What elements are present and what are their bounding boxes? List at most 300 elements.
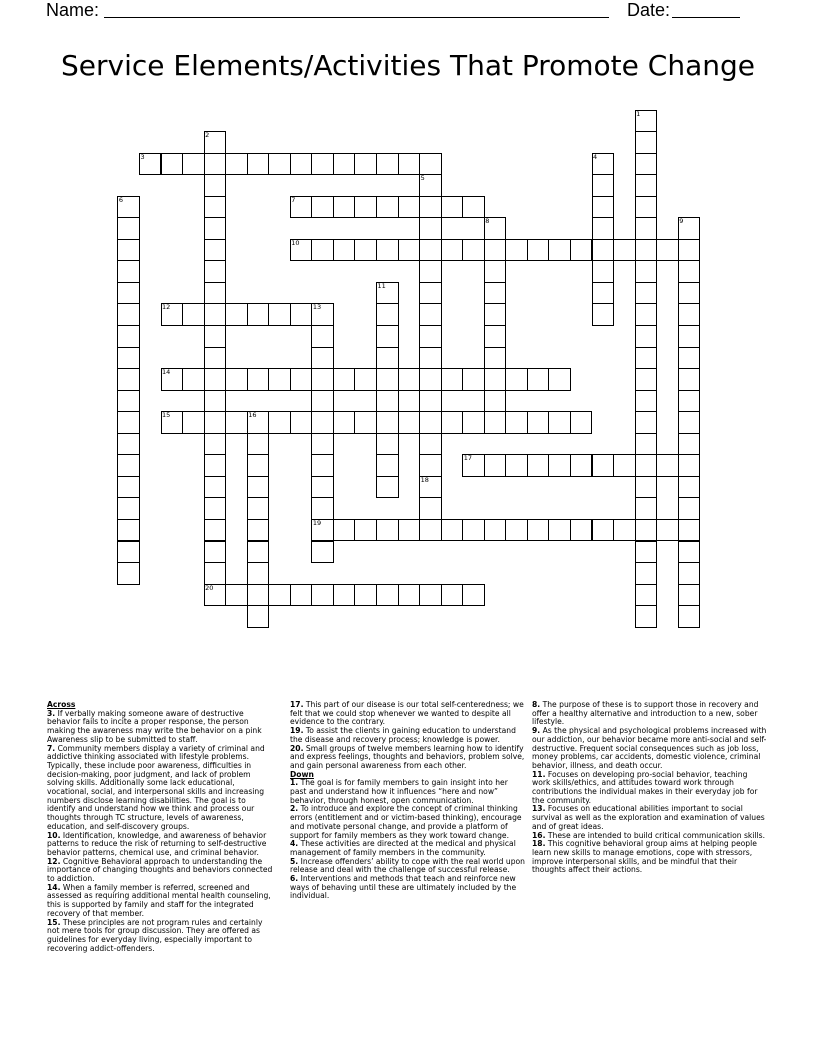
crossword-cell[interactable] [225, 153, 248, 176]
crossword-cell[interactable] [204, 347, 227, 370]
crossword-cell[interactable] [635, 562, 658, 585]
crossword-cell[interactable] [678, 411, 701, 434]
crossword-cell[interactable] [311, 584, 334, 607]
crossword-cell[interactable] [333, 368, 356, 391]
clue-item [290, 875, 526, 901]
crossword-cell[interactable] [247, 519, 270, 542]
crossword-cell[interactable] [419, 282, 442, 305]
crossword-cell[interactable] [419, 303, 442, 326]
crossword-cell[interactable] [656, 239, 679, 262]
crossword-cell[interactable] [204, 303, 227, 326]
clue-num: 14. [47, 882, 61, 892]
crossword-cell[interactable] [311, 476, 334, 499]
clue-text: The goal is for family members to gain insight into her past and understand how it influences “here and now” behavior, through honest, open communication. [290, 778, 508, 805]
crossword-cell[interactable] [354, 368, 377, 391]
crossword-cell[interactable] [182, 303, 205, 326]
clue-number-6: 6 [118, 195, 124, 204]
crossword-cell[interactable] [462, 196, 485, 219]
clue-num: 17. [290, 700, 304, 709]
clue-item [47, 745, 275, 832]
crossword-cell[interactable] [247, 605, 270, 628]
crossword-cell[interactable] [592, 174, 615, 197]
crossword-cell[interactable] [247, 454, 270, 477]
clue-num: 20. [290, 743, 304, 753]
crossword-cell[interactable] [204, 239, 227, 262]
crossword-cell[interactable] [419, 325, 442, 348]
crossword-cell[interactable] [613, 454, 636, 477]
crossword-cell[interactable] [484, 390, 507, 413]
clue-num: 2. [290, 804, 299, 814]
crossword-cell[interactable] [678, 584, 701, 607]
crossword-cell[interactable] [117, 519, 140, 542]
crossword-cell[interactable] [204, 454, 227, 477]
crossword-cell[interactable] [527, 239, 550, 262]
clue-number-4: 4 [593, 152, 598, 161]
clue-num: 11. [532, 769, 546, 779]
crossword-cell[interactable] [635, 282, 658, 305]
clue-item [47, 884, 275, 919]
clue-num: 7. [47, 743, 56, 753]
crossword-cell[interactable] [247, 476, 270, 499]
crossword-cell[interactable] [419, 153, 442, 176]
clue-item [532, 727, 768, 771]
crossword-cell[interactable] [311, 347, 334, 370]
crossword-cell[interactable] [204, 196, 227, 219]
crossword-cell[interactable] [678, 282, 701, 305]
crossword-cell[interactable] [311, 390, 334, 413]
clue-text: This part of our disease is our total self-centeredness; we felt that we could stop whenever we wanted to despite all evidence to the contrary. [290, 700, 524, 727]
clue-num: 3. [47, 708, 56, 718]
clue-number-14: 14 [162, 368, 171, 377]
clue-text: Small groups of twelve members learning how to identify and express feelings, thoughts and behaviors, problem solve, and gain personal awareness from each other. [290, 743, 525, 770]
crossword-cell[interactable] [117, 282, 140, 305]
crossword-cell[interactable] [117, 303, 140, 326]
crossword-cell[interactable] [311, 368, 334, 391]
crossword-cell[interactable] [635, 368, 658, 391]
crossword-cell[interactable] [678, 390, 701, 413]
crossword-cell[interactable] [635, 325, 658, 348]
crossword-cell[interactable] [462, 239, 485, 262]
clue-item [290, 745, 526, 771]
crossword-cell[interactable] [635, 454, 658, 477]
clue-number-16: 16 [248, 411, 257, 420]
crossword-cell[interactable] [484, 347, 507, 370]
crossword-cell[interactable] [225, 368, 248, 391]
clue-text: As the physical and psychological problems increased with our addiction, our behavior became more anti-social and self-destructive. Frequent social consequences such as job loss, money problems, car accidents, domestic violence, criminal behavior, illness, and death occur. [532, 726, 767, 770]
crossword-cell[interactable] [419, 196, 442, 219]
crossword-cell[interactable] [678, 605, 701, 628]
crossword-cell[interactable] [462, 411, 485, 434]
crossword-cell[interactable] [311, 196, 334, 219]
clue-num: 1. [290, 778, 299, 788]
clue-text: This cognitive behavioral group aims at helping people learn new skills to manage emotions, cope with stressors, improve interpersonal skills, and be mindful that their thoughts affect their actions. [532, 839, 757, 875]
crossword-cell[interactable] [311, 325, 334, 348]
crossword-cell[interactable] [398, 196, 421, 219]
crossword-cell[interactable] [613, 239, 636, 262]
crossword-cell[interactable] [419, 497, 442, 520]
crossword-cell[interactable] [441, 239, 464, 262]
crossword-cell[interactable] [635, 605, 658, 628]
clue-num: 15. [47, 917, 61, 927]
crossword-cell[interactable] [268, 411, 291, 434]
crossword-cell[interactable] [678, 476, 701, 499]
crossword-cell[interactable] [678, 325, 701, 348]
clue-number-7: 7 [291, 195, 296, 204]
crossword-cell[interactable] [505, 519, 528, 542]
crossword-cell[interactable] [635, 411, 658, 434]
crossword-cell[interactable] [311, 497, 334, 520]
clue-num: 5. [290, 856, 299, 866]
crossword-cell[interactable] [505, 454, 528, 477]
crossword-cell[interactable] [376, 196, 399, 219]
clue-text: To introduce and explore the concept of criminal thinking errors (entitlement and or victim-based thinking), encourage and motivate personal change, and provide a platform of support for family members as they work toward change. [290, 804, 522, 840]
crossword-cell[interactable] [484, 260, 507, 283]
crossword-cell[interactable] [484, 282, 507, 305]
crossword-cell[interactable] [635, 584, 658, 607]
crossword-cell[interactable] [398, 368, 421, 391]
crossword-cell[interactable] [592, 454, 615, 477]
crossword-cell[interactable] [333, 584, 356, 607]
crossword-cell[interactable] [376, 411, 399, 434]
clue-text: These are intended to build critical communication skills. [547, 830, 766, 840]
clue-num: 12. [47, 856, 61, 866]
crossword-cell[interactable] [247, 153, 270, 176]
crossword-cell[interactable] [376, 239, 399, 262]
clue-column-1 [47, 701, 275, 953]
crossword-cell[interactable] [333, 411, 356, 434]
crossword-cell[interactable] [247, 497, 270, 520]
clue-item [532, 840, 768, 875]
crossword-cell[interactable] [441, 196, 464, 219]
crossword-cell[interactable] [376, 303, 399, 326]
crossword-cell[interactable] [376, 368, 399, 391]
crossword-cell[interactable] [484, 454, 507, 477]
clue-number-1: 1 [636, 109, 641, 118]
crossword-cell[interactable] [204, 260, 227, 283]
crossword-cell[interactable] [678, 347, 701, 370]
crossword-cell[interactable] [204, 153, 227, 176]
crossword-cell[interactable] [548, 368, 571, 391]
crossword-cell[interactable] [484, 303, 507, 326]
crossword-cell[interactable] [204, 433, 227, 456]
clue-number-15: 15 [162, 411, 171, 420]
crossword-cell[interactable] [505, 368, 528, 391]
crossword-cell[interactable] [204, 325, 227, 348]
clue-num: 6. [290, 874, 299, 884]
clue-number-8: 8 [485, 217, 490, 226]
clue-text: The purpose of these is to support those in recovery and offer a healthy alternative and introduction to a new, sober lifestyle. [532, 700, 759, 727]
crossword-cell[interactable] [311, 454, 334, 477]
crossword-cell[interactable] [419, 519, 442, 542]
crossword-cell[interactable] [527, 368, 550, 391]
crossword-cell[interactable] [204, 368, 227, 391]
crossword-cell[interactable] [311, 153, 334, 176]
crossword-cell[interactable] [635, 497, 658, 520]
crossword-cell[interactable] [376, 325, 399, 348]
crossword-cell[interactable] [678, 497, 701, 520]
crossword-cell[interactable] [441, 519, 464, 542]
clue-item [532, 771, 768, 806]
crossword-cell[interactable] [311, 239, 334, 262]
crossword-cell[interactable] [204, 519, 227, 542]
crossword-cell[interactable] [635, 476, 658, 499]
crossword-cell[interactable] [376, 476, 399, 499]
crossword-cell[interactable] [354, 153, 377, 176]
crossword-cell[interactable] [204, 562, 227, 585]
clue-num: 19. [290, 726, 304, 736]
crossword-cell[interactable] [505, 239, 528, 262]
crossword-cell[interactable] [635, 196, 658, 219]
crossword-cell[interactable] [592, 217, 615, 240]
crossword-cell[interactable] [117, 325, 140, 348]
crossword-cell[interactable] [204, 476, 227, 499]
crossword-cell[interactable] [635, 239, 658, 262]
crossword-cell[interactable] [527, 519, 550, 542]
clue-item [290, 779, 526, 805]
crossword-cell[interactable] [678, 562, 701, 585]
crossword-cell[interactable] [592, 519, 615, 542]
crossword-cell[interactable] [678, 368, 701, 391]
crossword-cell[interactable] [398, 519, 421, 542]
crossword-cell[interactable] [527, 411, 550, 434]
crossword-cell[interactable] [247, 303, 270, 326]
crossword-cell[interactable] [419, 584, 442, 607]
crossword-cell[interactable] [204, 497, 227, 520]
crossword-cell[interactable] [570, 454, 593, 477]
clue-item [532, 805, 768, 831]
crossword-cell[interactable] [505, 411, 528, 434]
crossword-cell[interactable] [247, 368, 270, 391]
crossword-cell[interactable] [333, 196, 356, 219]
crossword-cell[interactable] [419, 217, 442, 240]
crossword-cell[interactable] [333, 519, 356, 542]
crossword-cell[interactable] [376, 153, 399, 176]
down-heading: Down [290, 769, 314, 779]
crossword-cell[interactable] [182, 153, 205, 176]
crossword-cell[interactable] [398, 153, 421, 176]
crossword-cell[interactable] [484, 519, 507, 542]
crossword-cell[interactable] [117, 347, 140, 370]
crossword-cell[interactable] [376, 347, 399, 370]
clue-num: 9. [532, 726, 541, 736]
crossword-cell[interactable] [117, 454, 140, 477]
crossword-cell[interactable] [484, 411, 507, 434]
clue-item [290, 727, 526, 744]
crossword-cell[interactable] [462, 584, 485, 607]
crossword-cell[interactable] [635, 347, 658, 370]
crossword-cell[interactable] [419, 239, 442, 262]
crossword-cell[interactable] [678, 454, 701, 477]
crossword-cell[interactable] [678, 239, 701, 262]
crossword-cell[interactable] [268, 368, 291, 391]
crossword-cell[interactable] [290, 411, 313, 434]
crossword-cell[interactable] [333, 239, 356, 262]
crossword-cell[interactable] [419, 368, 442, 391]
clue-item [290, 805, 526, 840]
across-heading: Across [47, 700, 76, 709]
crossword-cell[interactable] [117, 497, 140, 520]
clue-number-10: 10 [291, 238, 300, 247]
crossword-cell[interactable] [398, 411, 421, 434]
crossword-cell[interactable] [290, 153, 313, 176]
crossword-cell[interactable] [354, 196, 377, 219]
clue-number-11: 11 [377, 281, 386, 290]
crossword-cell[interactable] [398, 239, 421, 262]
crossword-cell[interactable] [484, 325, 507, 348]
crossword-cell[interactable] [419, 347, 442, 370]
crossword-cell[interactable] [354, 411, 377, 434]
crossword-cell[interactable] [635, 390, 658, 413]
crossword-cell[interactable] [117, 390, 140, 413]
crossword-cell[interactable] [635, 541, 658, 564]
clue-text: Cognitive Behavioral approach to understanding the importance of changing thoughts and behaviors connected to addiction. [47, 856, 273, 884]
clue-text: Identification, knowledge, and awareness of behavior patterns to reduce the risk of returning to self-destructive behavior patterns, chemical use, and criminal behavior. [47, 830, 267, 857]
crossword-cell[interactable] [290, 368, 313, 391]
crossword-cell[interactable] [635, 174, 658, 197]
crossword-cell[interactable] [290, 303, 313, 326]
crossword-cell[interactable] [311, 433, 334, 456]
clue-text: Community members display a variety of criminal and addictive thinking associated with lifestyle problems. Typically, these include poor awareness, difficulties in decision-making, poor judgment, and lack of problem solving skills. Additionally some lack educational, vocational, social, and interpersonal skills and increasing numbers disclose learning disabilities. The goal is to identify and understand how we think and process our thoughts through TC structure, levels of awareness, education, and self-discovery groups. [47, 743, 265, 831]
crossword-cell[interactable] [635, 433, 658, 456]
crossword-cell[interactable] [548, 239, 571, 262]
crossword-cell[interactable] [182, 368, 205, 391]
crossword-cell[interactable] [484, 239, 507, 262]
crossword-cell[interactable] [204, 541, 227, 564]
crossword-cell[interactable] [678, 519, 701, 542]
crossword-cell[interactable] [441, 411, 464, 434]
crossword-cell[interactable] [419, 454, 442, 477]
clue-number-13: 13 [312, 303, 322, 312]
crossword-cell[interactable] [656, 454, 679, 477]
crossword-cell[interactable] [635, 260, 658, 283]
crossword-cell[interactable] [548, 454, 571, 477]
clue-text: To assist the clients in gaining education to understand the disease and recovery process; knowledge is power. [290, 726, 516, 744]
crossword-cell[interactable] [376, 519, 399, 542]
crossword-cell[interactable] [117, 476, 140, 499]
crossword-cell[interactable] [204, 411, 227, 434]
crossword-cell[interactable] [570, 239, 593, 262]
crossword-cell[interactable] [484, 368, 507, 391]
crossword-cell[interactable] [462, 368, 485, 391]
crossword-cell[interactable] [354, 584, 377, 607]
crossword-cell[interactable] [570, 519, 593, 542]
crossword-cell[interactable] [225, 411, 248, 434]
crossword-cell[interactable] [247, 433, 270, 456]
crossword-cell[interactable] [204, 217, 227, 240]
crossword-cell[interactable] [635, 303, 658, 326]
crossword-cell[interactable] [333, 153, 356, 176]
clue-text: Increase offenders’ ability to cope with the real world upon release and deal with the challenge of successful release. [290, 856, 525, 875]
clue-number-17: 17 [463, 454, 472, 463]
crossword-cell[interactable] [290, 584, 313, 607]
crossword-cell[interactable] [225, 303, 248, 326]
crossword-cell[interactable] [354, 239, 377, 262]
crossword-cell[interactable] [678, 260, 701, 283]
crossword-cell[interactable] [117, 562, 140, 585]
crossword-cell[interactable] [592, 282, 615, 305]
crossword-cell[interactable] [117, 260, 140, 283]
crossword-cell[interactable] [635, 217, 658, 240]
crossword-cell[interactable] [592, 303, 615, 326]
crossword-cell[interactable] [117, 217, 140, 240]
crossword-cell[interactable] [225, 584, 248, 607]
crossword-cell[interactable] [613, 519, 636, 542]
crossword-cell[interactable] [592, 196, 615, 219]
crossword-cell[interactable] [161, 153, 184, 176]
clue-text: If verbally making someone aware of destructive behavior fails to incite a proper response, the person making the awareness may write the behavior on a pink Awareness slip to be submitted to staff. [47, 708, 262, 744]
crossword-cell[interactable] [441, 584, 464, 607]
crossword-cell[interactable] [548, 411, 571, 434]
crossword-cell[interactable] [268, 303, 291, 326]
clue-item [47, 832, 275, 858]
crossword-cell[interactable] [592, 260, 615, 283]
crossword-cell[interactable] [635, 131, 658, 154]
crossword-cell[interactable] [117, 433, 140, 456]
crossword-cell[interactable] [204, 390, 227, 413]
crossword-cell[interactable] [376, 454, 399, 477]
crossword-cell[interactable] [268, 584, 291, 607]
clue-item [47, 710, 275, 745]
crossword-cell[interactable] [678, 433, 701, 456]
crossword-cell[interactable] [204, 282, 227, 305]
crossword-cell[interactable] [441, 368, 464, 391]
crossword-cell[interactable] [570, 411, 593, 434]
clue-num: 4. [290, 839, 299, 849]
clue-number-3: 3 [140, 152, 145, 161]
clue-num: 16. [532, 830, 546, 840]
crossword-cell[interactable] [592, 239, 615, 262]
clue-number-9: 9 [679, 217, 684, 226]
crossword-cell[interactable] [268, 153, 291, 176]
crossword-cell[interactable] [635, 153, 658, 176]
crossword-cell[interactable] [182, 411, 205, 434]
crossword-cell[interactable] [419, 411, 442, 434]
crossword-cell[interactable] [117, 411, 140, 434]
crossword-cell[interactable] [419, 390, 442, 413]
clue-number-5: 5 [420, 174, 425, 183]
clue-text: These principles are not program rules and certainly not mere tools for group discussion. They are offered as guidelines for everyday living, especially important to recovering addict-offenders. [47, 917, 263, 953]
crossword-cell[interactable] [247, 541, 270, 564]
clue-number-20: 20 [205, 583, 214, 592]
crossword-cell[interactable] [462, 519, 485, 542]
crossword-cell[interactable] [376, 433, 399, 456]
crossword-cell[interactable] [247, 584, 270, 607]
crossword-cell[interactable] [247, 562, 270, 585]
crossword-cell[interactable] [635, 519, 658, 542]
crossword-cell[interactable] [548, 519, 571, 542]
crossword-cell[interactable] [419, 260, 442, 283]
crossword-cell[interactable] [204, 174, 227, 197]
crossword-cell[interactable] [678, 303, 701, 326]
crossword-cell[interactable] [656, 519, 679, 542]
crossword-cell[interactable] [117, 239, 140, 262]
crossword-cell[interactable] [678, 541, 701, 564]
page-title: Service Elements/Activities That Promote Change [61, 49, 755, 82]
crossword-cell[interactable] [398, 584, 421, 607]
crossword-cell[interactable] [419, 433, 442, 456]
crossword-cell[interactable] [527, 454, 550, 477]
clue-text: Interventions and methods that teach and reinforce new ways of behaving until these are ultimately included by the individual. [290, 874, 517, 901]
crossword-cell[interactable] [117, 368, 140, 391]
clue-text: Focuses on educational abilities important to social survival as well as the exploration and examination of values and of great ideas. [532, 804, 765, 831]
crossword-cell[interactable] [311, 541, 334, 564]
clue-column-2 [290, 701, 526, 901]
crossword-cell[interactable] [354, 519, 377, 542]
crossword-cell[interactable] [376, 390, 399, 413]
crossword-cell[interactable] [311, 411, 334, 434]
crossword-cell[interactable] [376, 584, 399, 607]
crossword-cell[interactable] [117, 541, 140, 564]
